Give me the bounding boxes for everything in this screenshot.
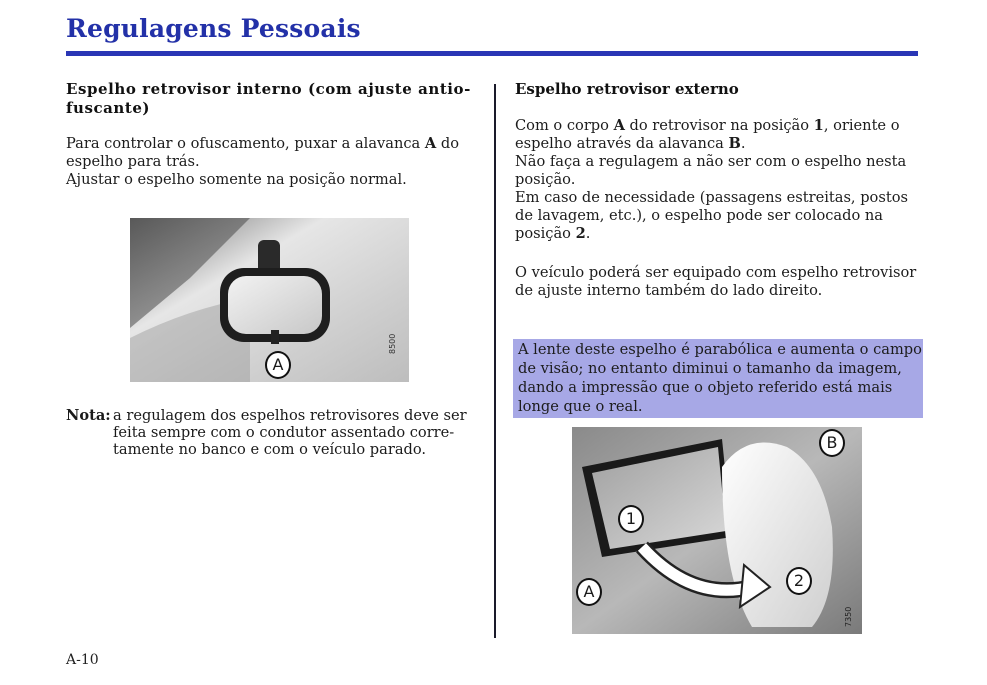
text-line: Com o corpo A do retrovisor na posição 1, oriente o xyxy=(515,117,900,134)
text-line: Para controlar o ofuscamento, puxar a alavanca A do xyxy=(66,135,459,152)
text-line: de lavagem, etc.), o espelho pode ser colocado na xyxy=(515,207,883,224)
highlight-text xyxy=(518,340,922,416)
text-line: de visão; no entanto diminui o tamanho da imagem, xyxy=(518,360,902,377)
figure-code-right: 7350 xyxy=(844,606,853,627)
interior-mirror-photo xyxy=(130,218,409,382)
text-line: Ajustar o espelho somente na posição normal. xyxy=(66,171,407,188)
figure-code-left: 8500 xyxy=(388,333,397,354)
left-heading-line2: fuscante) xyxy=(66,99,151,117)
title-rule xyxy=(66,51,918,56)
text-line: A lente deste espelho é parabólica e aumenta o campo xyxy=(518,341,922,358)
exterior-mirror-illustration xyxy=(572,427,862,634)
text-line: a regulagem dos espelhos retrovisores deve ser xyxy=(113,407,467,424)
text-line: espelho para trás. xyxy=(66,153,200,170)
column-divider xyxy=(494,84,496,638)
callout-2: 2 xyxy=(786,567,812,595)
callout-a-left: A xyxy=(265,351,291,379)
text-line: O veículo poderá ser equipado com espelho retrovisor xyxy=(515,264,917,281)
text-line: tamente no banco e com o veículo parado. xyxy=(113,441,427,458)
right-paragraph-2 xyxy=(515,264,917,300)
callout-b: B xyxy=(819,429,845,457)
left-paragraph-1 xyxy=(66,135,471,189)
text-line: Em caso de necessidade (passagens estreitas, postos xyxy=(515,189,908,206)
callout-1: 1 xyxy=(618,505,644,533)
page-number: A-10 xyxy=(66,652,99,668)
highlight-box xyxy=(513,339,923,418)
text-line: posição 2. xyxy=(515,225,591,242)
text-line: Não faça a regulagem a não ser com o espelho nesta xyxy=(515,153,907,170)
text-line: feita sempre com o condutor assentado corre- xyxy=(113,424,455,441)
exterior-mirror-photo xyxy=(572,427,862,634)
note-text xyxy=(113,407,471,458)
text-line: de ajuste interno também do lado direito. xyxy=(515,282,823,299)
note-label: Nota: xyxy=(66,407,111,424)
text-line: longe que o real. xyxy=(518,398,643,415)
text-line: dando a impressão que o objeto referido está mais xyxy=(518,379,893,396)
text-line: espelho através da alavanca B. xyxy=(515,135,746,152)
right-heading: Espelho retrovisor externo xyxy=(515,80,739,98)
right-paragraph-1 xyxy=(515,117,917,243)
text-line: posição. xyxy=(515,171,576,188)
page-title: Regulagens Pessoais xyxy=(66,14,361,43)
left-heading-line1: Espelho retrovisor interno (com ajuste antio- xyxy=(66,80,471,98)
left-heading xyxy=(66,80,471,118)
callout-a-right: A xyxy=(576,578,602,606)
